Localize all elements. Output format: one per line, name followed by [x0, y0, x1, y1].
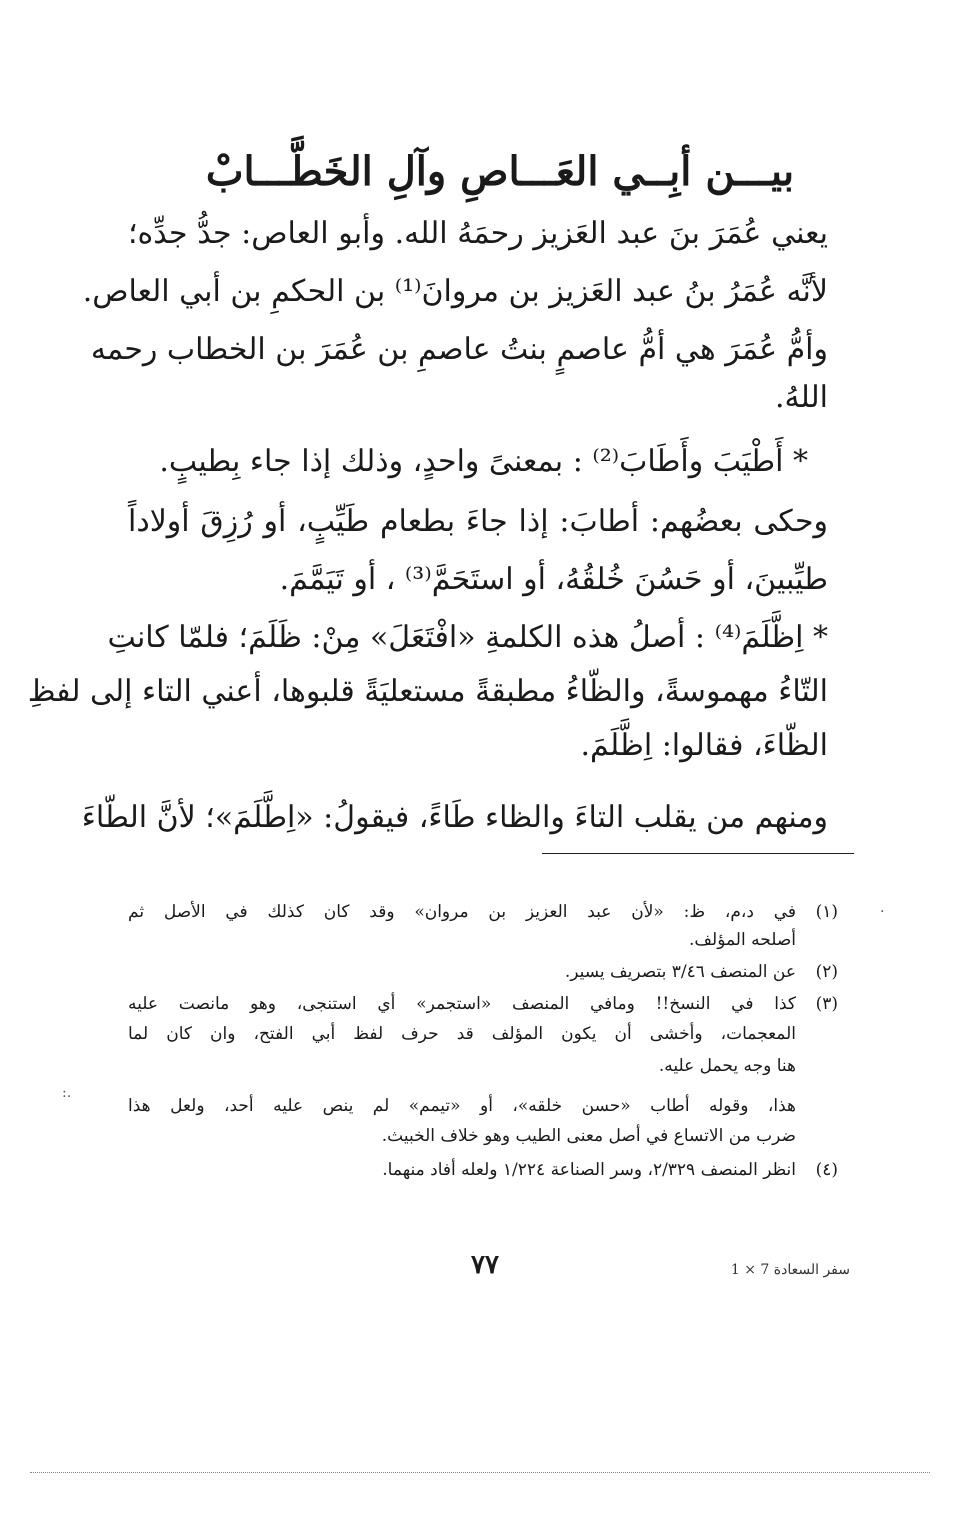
- body-line: طيِّبينَ، أو حَسُنَ خُلقُهُ، أو استَحَمَّ⁽³⁾ ، أو تَيَمَّمَ.: [279, 562, 828, 597]
- footnote-text: انظر المنصف ٢/٣٢٩، وسر الصناعة ١/٢٢٤ ولعله أفاد منهما.: [382, 1160, 796, 1180]
- running-footer: سفر السعادة 7 × 1: [730, 1262, 850, 1278]
- body-line-entry: * اِظَّلَمَ⁽⁴⁾ : أصلُ هذه الكلمةِ «افْتَعَلَ» مِنْ: ظَلَمَ؛ فلمّا كانتِ: [107, 620, 828, 655]
- body-line: وأمُّ عُمَرَ هي أمُّ عاصمٍ بنتُ عاصمِ بن عُمَرَ بن الخطاب رحمه: [90, 332, 828, 367]
- section-heading: بيـــن أبِــي العَـــاصِ وآلِ الخَطَّـــابْ: [205, 148, 795, 195]
- footnote-line: [128, 926, 796, 954]
- footnote-text: أصلحه المؤلف.: [689, 930, 796, 950]
- body-line: الظّاءَ، فقالوا: اِظَّلَمَ.: [580, 728, 828, 763]
- footnote-number: (٤): [815, 1160, 838, 1180]
- footnote-number: (٢): [815, 962, 838, 982]
- footnote-line: [128, 1092, 796, 1120]
- footnote-text: في د،م، ظ: «لأن عبد العزيز بن مروان» وقد كان كذلك في الأصل ثم: [128, 902, 796, 922]
- footnote-line: [128, 990, 838, 1018]
- body-line: لأنَّه عُمَرُ بنُ عبد العَزيز بن مروانَ⁽¹⁾ بن الحكمِ بن أبي العاص.: [82, 274, 828, 309]
- body-line: اللهُ.: [774, 380, 828, 415]
- body-line: وحكى بعضُهم: أطابَ: إذا جاءَ بطعام طَيِّبٍ، أو رُزِقَ أولاداً: [128, 504, 828, 539]
- footnote-text: المعجمات، وأخشى أن يكون المؤلف قد حرف لفظ أبي الفتح، وان كان لما: [128, 1024, 796, 1044]
- body-line: يعني عُمَرَ بنَ عبد العَزيز رحمَهُ الله. وأبو العاص: جدُّ جدِّه؛: [128, 216, 828, 251]
- margin-speck: .: [880, 900, 885, 916]
- footnote-line: [128, 1122, 796, 1150]
- footnote-line: [128, 1156, 838, 1184]
- page-number: ٧٧: [471, 1250, 499, 1280]
- footnote-line: [128, 1020, 796, 1048]
- margin-speck: .:: [62, 1085, 72, 1101]
- footnote-number: (١): [815, 902, 838, 922]
- footnote-text: عن المنصف ٣/٤٦ بتصريف يسير.: [564, 962, 796, 982]
- footnote-text: هنا وجه يحمل عليه.: [658, 1056, 796, 1076]
- footnote-text: كذا في النسخ!! ومافي المنصف «استجمر» أي استنجى، وهو مانصت عليه: [128, 994, 796, 1014]
- body-line-entry: * أَطْيَبَ وأَطَابَ⁽²⁾ : بمعنىً واحدٍ، وذلك إذا جاء بِطيبٍ.: [159, 444, 808, 479]
- footnote-line: [128, 1052, 796, 1080]
- footnote-separator: [542, 853, 854, 854]
- body-line: التّاءُ مهموسةً، والظّاءُ مطبقةً مستعليَةً قلبوها، أعني التاء إلى لفظِ: [27, 674, 828, 709]
- footnote-line: [128, 898, 838, 926]
- footnote-text: ضرب من الاتساع في أصل معنى الطيب وهو خلاف الخبيث.: [381, 1126, 796, 1146]
- footnote-text: هذا، وقوله أطاب «حسن خلقه»، أو «تيمم» لم ينص عليه أحد، ولعل هذا: [128, 1096, 796, 1116]
- footnote-line: [128, 958, 838, 986]
- body-line: ومنهم من يقلب التاءَ والظاء طَاءً، فيقولُ: «اِطَّلَمَ»؛ لأنَّ الطّاءَ: [81, 800, 828, 835]
- footnote-number: (٣): [815, 994, 838, 1014]
- scan-edge-dots: [30, 1472, 930, 1473]
